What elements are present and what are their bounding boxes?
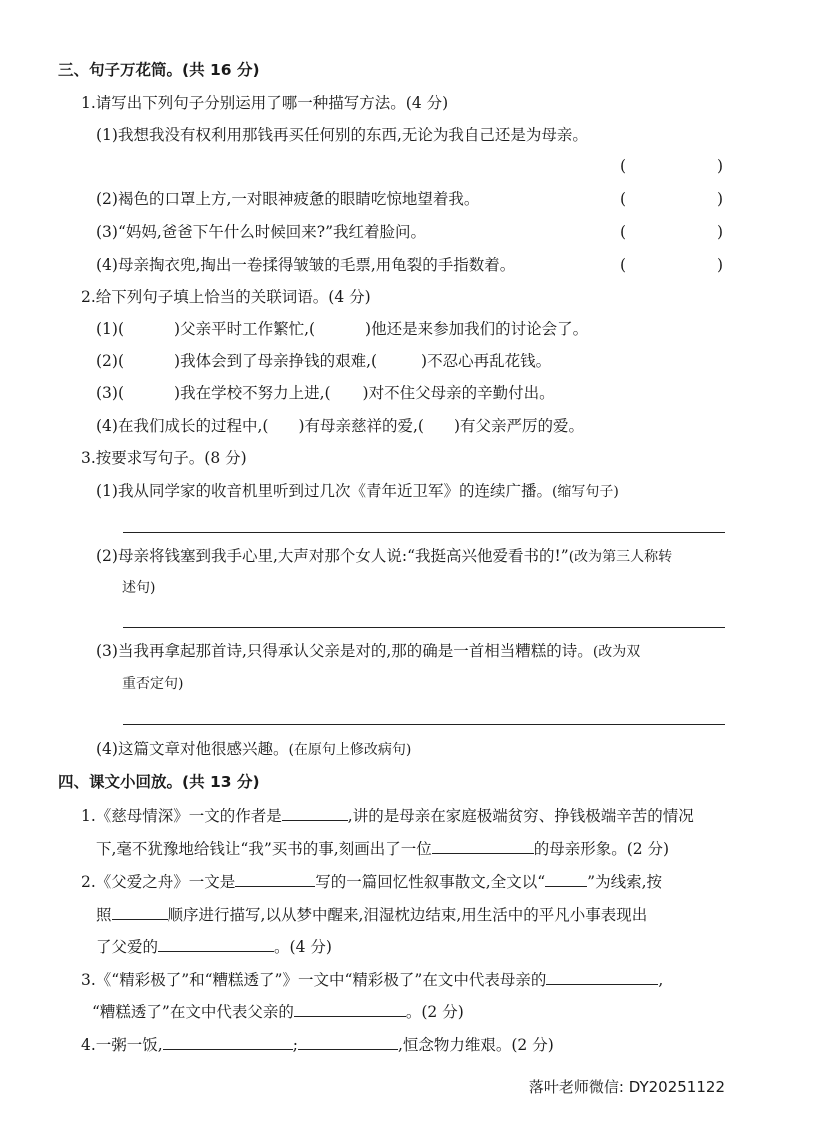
q3-item-note-cont: 述句) bbox=[122, 580, 156, 596]
q3-item-text: (2)母亲将钱塞到我手心里,大声对那个女人说:“我挺高兴他爱看书的!” bbox=[96, 547, 569, 565]
s4-text: 。(2 分) bbox=[405, 1003, 464, 1021]
answer-line[interactable] bbox=[123, 627, 725, 628]
s4-q2-line-2 bbox=[96, 903, 647, 926]
s4-text: 照 bbox=[96, 906, 112, 924]
q2-row-text: )父亲平时工作繁忙,( bbox=[174, 320, 316, 338]
s4-text: 。(4 分) bbox=[274, 938, 332, 956]
s4-text: 了父爱的 bbox=[96, 938, 159, 956]
q3-stem: 3.按要求写句子。(8 分) bbox=[81, 449, 247, 467]
q2-row-text: (3)( bbox=[96, 384, 125, 402]
q2-row-text: )我在学校不努力上进,( bbox=[174, 384, 331, 402]
s4-text: “糟糕透了”在文中代表父亲的 bbox=[92, 1003, 294, 1021]
s4-q1-line-1 bbox=[81, 804, 694, 827]
answer-paren-open: ( bbox=[620, 157, 627, 175]
s4-q3-line-2 bbox=[92, 1000, 464, 1023]
answer-paren-close: ) bbox=[717, 223, 724, 241]
q1-stem: 1.请写出下列句子分别运用了哪一种描写方法。(4 分) bbox=[81, 94, 449, 112]
q3-item-note: (改为第三人称转 bbox=[568, 549, 673, 565]
q2-row-text: )我体会到了母亲挣钱的艰难,( bbox=[174, 352, 378, 370]
s4-text: ,恒念物力维艰。(2 分) bbox=[397, 1036, 554, 1054]
q3-item-1 bbox=[96, 480, 619, 503]
answer-paren-close: ) bbox=[717, 256, 724, 274]
s4-text: 顺序进行描写,以从梦中醒来,泪湿枕边结束,用生活中的平凡小事表现出 bbox=[167, 906, 648, 924]
q3-item-text: (3)当我再拿起那首诗,只得承认父亲是对的,那的确是一首相当糟糕的诗。 bbox=[96, 642, 593, 660]
q2-stem: 2.给下列句子填上恰当的关联词语。(4 分) bbox=[81, 288, 371, 306]
q3-item-note: (缩写句子) bbox=[551, 484, 619, 500]
s4-q2-line-3 bbox=[96, 935, 332, 958]
fill-blank[interactable] bbox=[294, 1000, 406, 1017]
s4-text: ”为线索,按 bbox=[587, 873, 663, 891]
fill-blank[interactable] bbox=[163, 1033, 293, 1050]
q2-row-1 bbox=[96, 318, 588, 340]
q2-row-text: )他还是来参加我们的讨论会了。 bbox=[365, 320, 589, 338]
s4-text: 写的一篇回忆性叙事散文,全文以“ bbox=[315, 873, 546, 891]
q1-item-4: (4)母亲掏衣兜,掏出一卷揉得皱皱的毛票,用龟裂的手指数着。 bbox=[96, 256, 516, 274]
q2-row-text: (4)在我们成长的过程中,( bbox=[96, 417, 269, 435]
answer-paren-open: ( bbox=[620, 223, 627, 241]
q2-row-text: )不忍心再乱花钱。 bbox=[421, 352, 552, 370]
section-3-title: 三、句子万花筒。(共 16 分) bbox=[58, 61, 260, 79]
s4-q1-line-2 bbox=[96, 837, 669, 860]
fill-blank[interactable] bbox=[282, 804, 348, 821]
fill-blank[interactable] bbox=[158, 935, 274, 952]
s4-text: 4.一粥一饭, bbox=[81, 1036, 163, 1054]
answer-paren-open: ( bbox=[620, 256, 627, 274]
q3-item-text: (1)我从同学家的收音机里听到过几次《青年近卫军》的连续广播。 bbox=[96, 482, 552, 500]
q2-row-text: )有父亲严厉的爱。 bbox=[453, 417, 585, 435]
q2-row-text: )有母亲慈祥的爱,( bbox=[298, 417, 424, 435]
s4-q2-line-1 bbox=[81, 870, 662, 893]
q3-item-text: (4)这篇文章对他很感兴趣。 bbox=[96, 740, 289, 758]
answer-paren-close: ) bbox=[717, 157, 724, 175]
answer-paren-close: ) bbox=[717, 190, 724, 208]
q2-row-3 bbox=[96, 382, 555, 404]
q1-item-1: (1)我想我没有权利用那钱再买任何别的东西,无论为我自己还是为母亲。 bbox=[96, 126, 588, 144]
s4-text: ; bbox=[292, 1036, 298, 1054]
fill-blank[interactable] bbox=[235, 870, 315, 887]
s4-text: 2.《父爱之舟》一文是 bbox=[81, 873, 236, 891]
q1-item-3: (3)“妈妈,爸爸下午什么时候回来?”我红着脸问。 bbox=[96, 223, 427, 241]
s4-text: 1.《慈母情深》一文的作者是 bbox=[81, 807, 282, 825]
s4-text: 3.《“精彩极了”和“糟糕透了”》一文中“精彩极了”在文中代表母亲的 bbox=[81, 971, 547, 989]
s4-q3-line-1 bbox=[81, 968, 663, 991]
answer-line[interactable] bbox=[123, 724, 725, 725]
answer-paren-open: ( bbox=[620, 190, 627, 208]
q2-row-2 bbox=[96, 350, 551, 372]
fill-blank[interactable] bbox=[546, 968, 658, 985]
q3-item-4 bbox=[96, 738, 411, 761]
fill-blank[interactable] bbox=[298, 1033, 398, 1050]
s4-text: , bbox=[658, 971, 664, 989]
s4-text: 下,毫不犹豫地给钱让“我”买书的事,刻画出了一位 bbox=[96, 840, 432, 858]
q2-row-4 bbox=[96, 415, 584, 437]
s4-q4 bbox=[81, 1033, 554, 1056]
s4-text: 的母亲形象。(2 分) bbox=[533, 840, 670, 858]
section-4-title: 四、课文小回放。(共 13 分) bbox=[58, 773, 260, 791]
fill-blank[interactable] bbox=[112, 903, 168, 920]
q1-item-2: (2)褐色的口罩上方,一对眼神疲惫的眼睛吃惊地望着我。 bbox=[96, 190, 480, 208]
q3-item-note: (改为双 bbox=[592, 644, 641, 660]
q3-item-note-cont: 重否定句) bbox=[122, 676, 184, 692]
q3-item-3 bbox=[96, 640, 640, 663]
s4-text: ,讲的是母亲在家庭极端贫穷、挣钱极端辛苦的情况 bbox=[347, 807, 694, 825]
q2-row-text: (2)( bbox=[96, 352, 125, 370]
answer-line[interactable] bbox=[123, 532, 725, 533]
q3-item-2 bbox=[96, 545, 672, 568]
fill-blank[interactable] bbox=[545, 870, 587, 887]
fill-blank[interactable] bbox=[432, 837, 534, 854]
q3-item-note: (在原句上修改病句) bbox=[288, 742, 412, 758]
q2-row-text: (1)( bbox=[96, 320, 125, 338]
q2-row-text: )对不住父母亲的辛勤付出。 bbox=[362, 384, 555, 402]
footer-watermark: 落叶老师微信: DY20251122 bbox=[528, 1078, 725, 1096]
